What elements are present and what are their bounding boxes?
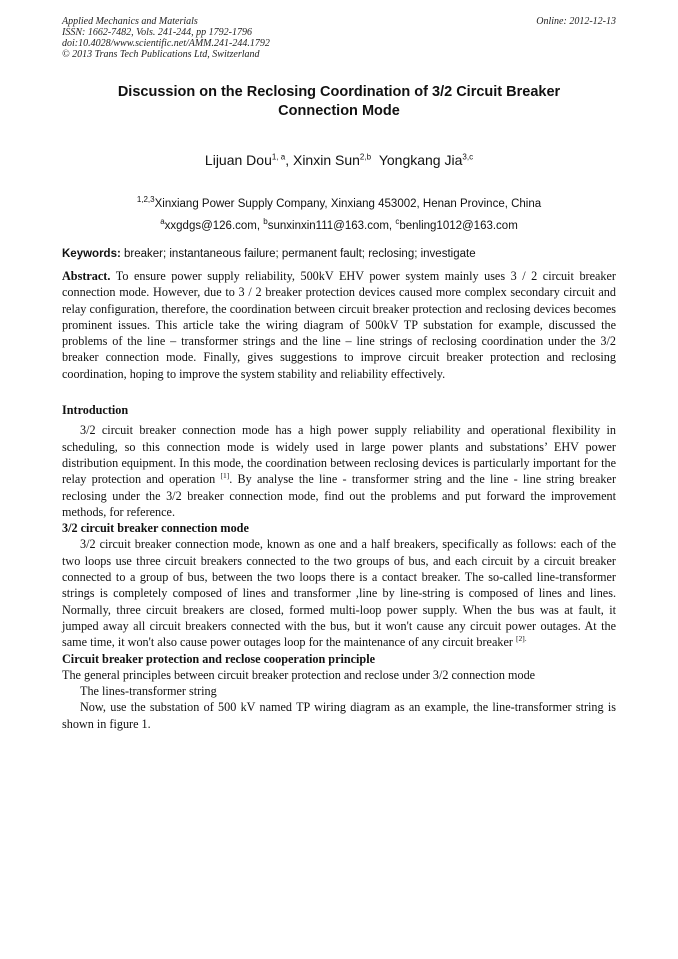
email-address: xxgdgs@126.com, — [164, 220, 264, 232]
issn-line: ISSN: 1662-7482, Vols. 241-244, pp 1792-1796 — [62, 27, 252, 38]
abstract-text: To ensure power supply reliability, 500kV EHV power system mainly uses 3 / 2 circuit breaker connection mode. However, due to 3 / 2 breaker protection devices caused more complex secondary circuit and relay configuration, therefore, the coordination between circuit breaker protection and reclosing devices becomes prominent issues. This article take the wiring diagram of 500kV TP substation for example, discussed the problems of the line – transformer strings and the line – line strings of reclosing coordination under the 3/2 breaker connection mode. Finally, gives suggestions to improve circuit breaker protection and reclosing coordination, hoping to improve the system stability and reliability effectively. — [62, 269, 616, 381]
cooperation-paragraph-3: Now, use the substation of 500 kV named TP wiring diagram as an example, the line-transformer string is shown in figure 1. — [62, 700, 616, 731]
journal-name: Applied Mechanics and Materials — [62, 16, 198, 27]
keywords-label: Keywords: — [62, 248, 121, 260]
author-affil-mark: 3,c — [462, 152, 474, 162]
section-heading-connection-mode: 3/2 circuit breaker connection mode — [62, 521, 249, 536]
affiliation-text: Xinxiang Power Supply Company, Xinxiang 453002, Henan Province, China — [154, 198, 542, 210]
citation: [1] — [220, 471, 230, 481]
email-list — [62, 218, 616, 234]
affiliation-mark: 1,2,3 — [136, 195, 155, 205]
section-heading-cooperation: Circuit breaker protection and reclose cooperation principle — [62, 651, 376, 666]
email-address: sunxinxin111@163.com, — [267, 220, 396, 232]
copyright-line: © 2013 Trans Tech Publications Ltd, Switzerland — [62, 49, 260, 60]
paper-body — [62, 268, 616, 732]
email-mark: c — [395, 217, 400, 227]
author-affil-mark: 2,b — [359, 152, 372, 162]
keywords — [62, 246, 616, 262]
journal-header — [62, 16, 616, 60]
paper-title — [62, 83, 616, 121]
author-affil-mark: 1, a — [271, 152, 286, 162]
citation: [2]. — [515, 634, 527, 644]
author-list: Lijuan Dou$^{1, a}$, Xinxin Sun$^{2,b}$ Yongkang Jia$^{3,c}$ — [204, 152, 474, 168]
title-line-2: Connection Mode — [278, 103, 400, 119]
email-address: benling1012@163.com — [399, 220, 518, 232]
intro-text: 3/2 circuit breaker connection mode has a high power supply reliability and operational flexibility in scheduling, so this connection mode is widely used in large power plants and substations’ EHV power distribution equipment. In this mode, the coordination between reclosing devices is particularly important for the relay protection and operation — [62, 423, 616, 487]
cooperation-paragraph-1: The general principles between circuit breaker protection and reclose under 3/2 connection mode — [62, 667, 536, 682]
abstract — [62, 268, 616, 382]
intro-text: . By analyse the line - transformer string and the line - line string breaker reclosing under the 3/2 breaker connection mode, find out the problems and put forward the improvement methods, for reference. — [62, 472, 616, 519]
online-date: Online: 2012-12-13 — [536, 16, 616, 27]
section-heading-introduction: Introduction — [62, 403, 129, 418]
intro-paragraph — [62, 422, 616, 520]
author-name: Yongkang Jia — [378, 152, 463, 168]
author-name: Xinxin Sun — [292, 152, 360, 168]
title-line-1: Discussion on the Reclosing Coordination of 3/2 Circuit Breaker — [117, 84, 561, 100]
abstract-label: Abstract. — [62, 269, 111, 283]
author-name: Lijuan Dou — [204, 152, 272, 168]
doi-line: doi:10.4028/www.scientific.net/AMM.241-244.1792 — [62, 38, 270, 49]
email-mark: a — [160, 217, 165, 227]
email-mark: b — [263, 217, 268, 227]
connection-mode-paragraph — [62, 536, 616, 650]
keywords-text: breaker; instantaneous failure; permanent fault; reclosing; investigate — [120, 248, 476, 260]
cooperation-paragraph-2: The lines-transformer string — [80, 684, 217, 699]
connection-mode-text: 3/2 circuit breaker connection mode, known as one and a half breakers, specifically as follows: each of the two loops use three circuit breakers connected to the two groups of bus, and each circuit by a circuit breaker connected to a group of bus, between the two loops there is a contact breaker. The so-called line-transformer strings is completely composed of lines and transformer ,line by line-string is composed of lines and lines. Normally, three circuit breakers are closed, formed multi-loop power supply. When the bus was at fault, it jumped away all circuit breakers connected with the bus, but it won't cause any circuit power outages. At the same time, it won't also cause power outages loop for the maintenance of any circuit breaker — [62, 537, 616, 650]
affiliation — [62, 196, 616, 212]
